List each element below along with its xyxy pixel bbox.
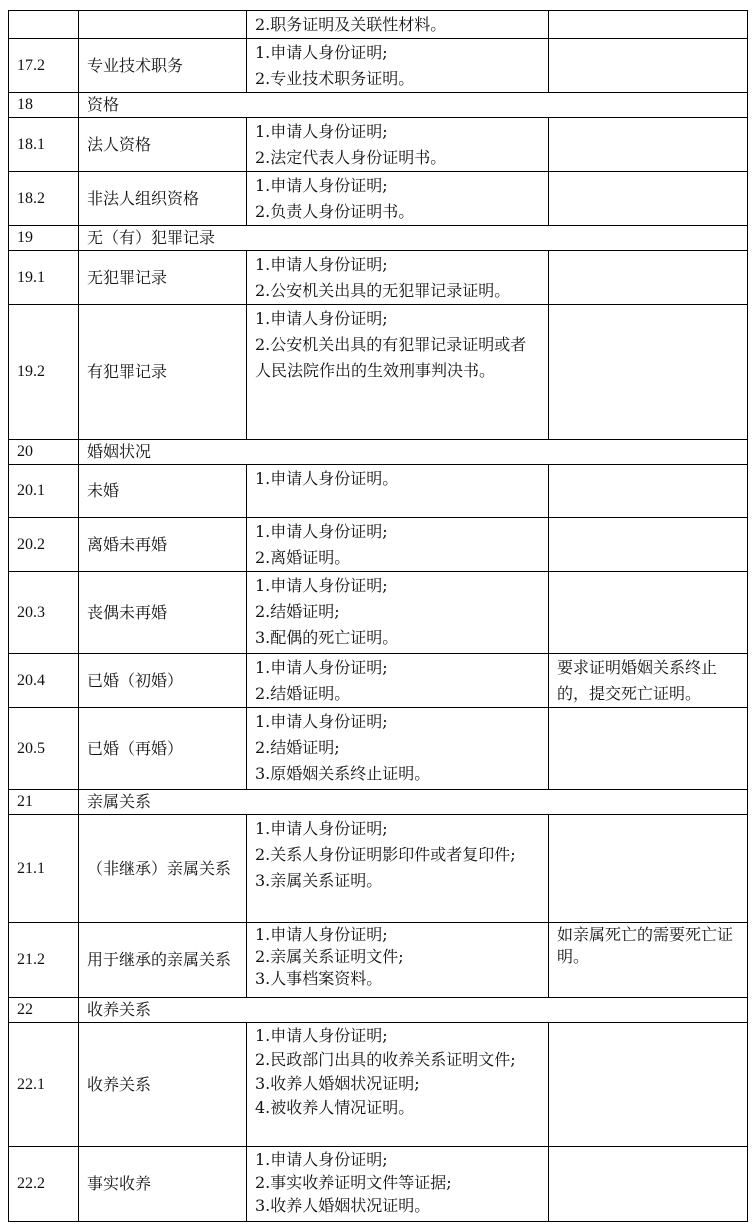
item-row [9, 654, 748, 708]
item-number: 17.2 [9, 39, 79, 93]
document-line: 2.民政部门出具的收养关系证明文件; [255, 1050, 516, 1069]
document-line: 1.申请人身份证明; [255, 43, 388, 62]
document-line: 1.申请人身份证明; [255, 309, 388, 328]
document-line: 1.申请人身份证明; [255, 1150, 388, 1169]
required-documents [247, 1147, 549, 1222]
section-number: 21 [9, 790, 79, 815]
document-line: 2.公安机关出具的无犯罪记录证明。 [255, 281, 511, 300]
item-number: 22.2 [9, 1147, 79, 1222]
item-number: 20.5 [9, 708, 79, 790]
remarks [549, 654, 748, 708]
document-line: 2.专业技术职务证明。 [255, 69, 415, 88]
document-line: 1.申请人身份证明; [255, 819, 388, 838]
item-name: 未婚 [79, 465, 247, 518]
item-row [9, 465, 748, 518]
document-line: 3.人事档案资料。 [255, 969, 383, 988]
section-title: 亲属关系 [79, 790, 748, 815]
document-line: 2.关系人身份证明影印件或者复印件; [255, 845, 516, 864]
item-name: 事实收养 [79, 1147, 247, 1222]
required-documents [247, 815, 549, 923]
item-name: 非法人组织资格 [79, 172, 247, 226]
document-line: 3.收养人婚姻状况证明。 [255, 1196, 431, 1215]
document-line: 2.亲属关系证明文件; [255, 947, 404, 966]
document-line: 3.收养人婚姻状况证明; [255, 1074, 420, 1093]
document-line: 3.原婚姻关系终止证明。 [255, 764, 431, 783]
item-row [9, 11, 748, 39]
item-number: 20.4 [9, 654, 79, 708]
item-name: 无犯罪记录 [79, 251, 247, 305]
document-line: 1.申请人身份证明; [255, 255, 388, 274]
section-number: 18 [9, 93, 79, 118]
item-number: 22.1 [9, 1023, 79, 1147]
remarks [549, 172, 748, 226]
required-documents [247, 1023, 549, 1147]
item-name: 收养关系 [79, 1023, 247, 1147]
document-line: 1.申请人身份证明; [255, 176, 388, 195]
required-documents [247, 923, 549, 998]
document-line: 2.结婚证明。 [255, 684, 351, 703]
document-line: 2.公安机关出具的有犯罪记录证明或者人民法院作出的生效刑事判决书。 [255, 335, 527, 380]
document-line: 2.结婚证明; [255, 602, 340, 621]
remarks [549, 251, 748, 305]
document-line: 1.申请人身份证明; [255, 925, 388, 944]
item-name: （非继承）亲属关系 [79, 815, 247, 923]
item-name: 法人资格 [79, 118, 247, 172]
item-name: 丧偶未再婚 [79, 572, 247, 654]
document-line: 1.申请人身份证明; [255, 1026, 388, 1045]
required-documents [247, 518, 549, 572]
item-number: 20.2 [9, 518, 79, 572]
item-row [9, 815, 748, 923]
required-documents [247, 708, 549, 790]
section-title: 婚姻状况 [79, 440, 748, 465]
section-row [9, 226, 748, 251]
item-number: 19.1 [9, 251, 79, 305]
remarks [549, 465, 748, 518]
section-number: 19 [9, 226, 79, 251]
item-row [9, 118, 748, 172]
document-line: 1.申请人身份证明; [255, 522, 388, 541]
document-line: 2.离婚证明。 [255, 548, 351, 567]
materials-table-body [9, 11, 748, 1222]
section-row [9, 93, 748, 118]
remarks [549, 923, 748, 998]
section-title: 无（有）犯罪记录 [79, 226, 748, 251]
remarks [549, 1023, 748, 1147]
item-name: 已婚（初婚） [79, 654, 247, 708]
document-line: 2.结婚证明; [255, 738, 340, 757]
required-documents [247, 654, 549, 708]
item-name: 已婚（再婚） [79, 708, 247, 790]
item-number: 20.1 [9, 465, 79, 518]
section-row [9, 998, 748, 1023]
item-row [9, 518, 748, 572]
item-number: 21.2 [9, 923, 79, 998]
item-name: 专业技术职务 [79, 39, 247, 93]
item-name [79, 11, 247, 39]
remarks [549, 39, 748, 93]
required-documents [247, 11, 549, 39]
remarks [549, 11, 748, 39]
required-documents [247, 465, 549, 518]
document-line: 1.申请人身份证明。 [255, 469, 399, 488]
item-name: 有犯罪记录 [79, 305, 247, 440]
remarks [549, 1147, 748, 1222]
item-row [9, 923, 748, 998]
remarks [549, 305, 748, 440]
remark-text: 要求证明婚姻关系终止的，提交死亡证明。 [557, 658, 718, 703]
section-row [9, 790, 748, 815]
item-number: 18.1 [9, 118, 79, 172]
section-title: 收养关系 [79, 998, 748, 1023]
document-line: 2.职务证明及关联性材料。 [255, 15, 447, 34]
document-line: 2.事实收养证明文件等证据; [255, 1173, 452, 1192]
required-documents [247, 251, 549, 305]
item-row [9, 708, 748, 790]
item-row [9, 39, 748, 93]
required-documents [247, 572, 549, 654]
item-number [9, 11, 79, 39]
remarks [549, 572, 748, 654]
document-line: 2.负责人身份证明书。 [255, 202, 415, 221]
remarks [549, 708, 748, 790]
item-number: 19.2 [9, 305, 79, 440]
item-row [9, 1023, 748, 1147]
item-number: 18.2 [9, 172, 79, 226]
section-row [9, 440, 748, 465]
item-row [9, 172, 748, 226]
remark-text: 如亲属死亡的需要死亡证明。 [557, 925, 734, 966]
remarks [549, 815, 748, 923]
document-line: 4.被收养人情况证明。 [255, 1098, 415, 1117]
item-row [9, 305, 748, 440]
document-line: 1.申请人身份证明; [255, 576, 388, 595]
document-line: 2.法定代表人身份证明书。 [255, 148, 447, 167]
item-number: 21.1 [9, 815, 79, 923]
section-number: 20 [9, 440, 79, 465]
document-line: 3.亲属关系证明。 [255, 871, 383, 890]
required-documents [247, 39, 549, 93]
item-name: 离婚未再婚 [79, 518, 247, 572]
document-line: 3.配偶的死亡证明。 [255, 628, 399, 647]
item-row [9, 572, 748, 654]
required-documents [247, 118, 549, 172]
item-row [9, 1147, 748, 1222]
item-number: 20.3 [9, 572, 79, 654]
item-name: 用于继承的亲属关系 [79, 923, 247, 998]
materials-table [8, 10, 748, 1222]
document-line: 1.申请人身份证明; [255, 122, 388, 141]
document-line: 1.申请人身份证明; [255, 712, 388, 731]
section-number: 22 [9, 998, 79, 1023]
item-row [9, 251, 748, 305]
remarks [549, 118, 748, 172]
required-documents [247, 305, 549, 440]
remarks [549, 518, 748, 572]
section-title: 资格 [79, 93, 748, 118]
required-documents [247, 172, 549, 226]
document-line: 1.申请人身份证明; [255, 658, 388, 677]
